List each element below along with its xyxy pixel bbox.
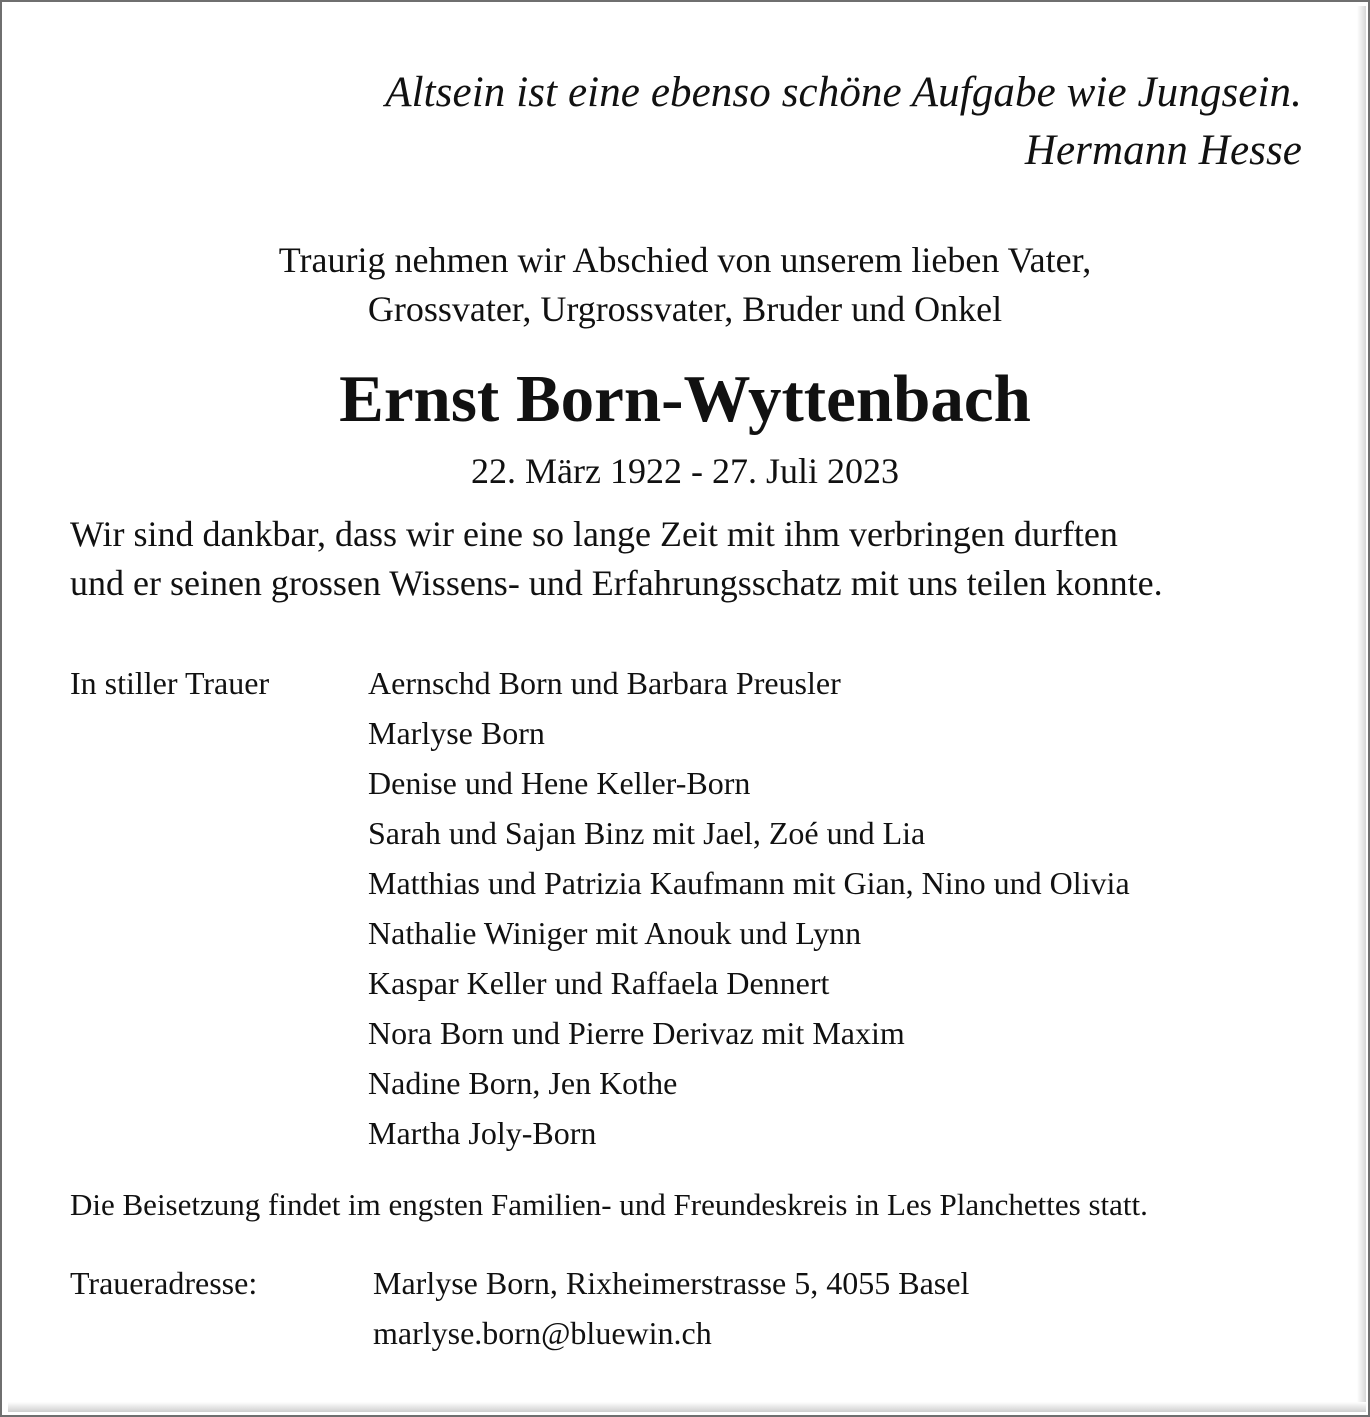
quote-text: Altsein ist eine ebenso schöne Aufgabe wie Jungsein. — [385, 69, 1302, 116]
thanks-line-1: Wir sind dankbar, dass wir eine so lange Zeit mit ihm verbringen durften — [70, 514, 1118, 554]
mourner-item: Aernschd Born und Barbara Preusler — [368, 665, 841, 701]
mourner-item: Sarah und Sajan Binz mit Jael, Zoé und Lia — [368, 815, 926, 851]
page-right-shadow — [1357, 6, 1366, 1410]
thanks-text — [70, 510, 1163, 608]
mourner-item: Denise und Hene Keller-Born — [368, 765, 751, 801]
mourner-item: Matthias und Patrizia Kaufmann mit Gian, Nino und Olivia — [368, 865, 1130, 901]
epigraph-quote — [385, 64, 1302, 180]
mourner-item: Kaspar Keller und Raffaela Dennert — [368, 965, 830, 1001]
intro-line-2: Grossvater, Urgrossvater, Bruder und Onkel — [367, 289, 1003, 329]
mourner-item: Marlyse Born — [368, 715, 545, 751]
address-line: Marlyse Born, Rixheimerstrasse 5, 4055 Basel — [373, 1265, 970, 1301]
address-email: marlyse.born@bluewin.ch — [373, 1315, 712, 1351]
burial-notice: Die Beisetzung findet im engsten Familien- und Freundeskreis in Les Planchettes statt. — [70, 1187, 1148, 1222]
mourner-item: Martha Joly-Born — [368, 1115, 597, 1151]
mourner-item: Nadine Born, Jen Kothe — [368, 1065, 678, 1101]
life-dates: 22. März 1922 - 27. Juli 2023 — [471, 451, 899, 491]
page-bottom-shadow — [8, 1402, 1366, 1412]
address-lines — [373, 1258, 969, 1358]
deceased-name: Ernst Born-Wyttenbach — [339, 362, 1031, 436]
mourners-label: In stiller Trauer — [70, 665, 270, 701]
mourner-item: Nora Born und Pierre Derivaz mit Maxim — [368, 1015, 905, 1051]
mourners-list — [368, 658, 1130, 1158]
address-label: Traueradresse: — [70, 1265, 258, 1301]
intro-line-1: Traurig nehmen wir Abschied von unserem lieben Vater, — [278, 240, 1092, 280]
quote-author: Hermann Hesse — [1024, 127, 1302, 174]
thanks-line-2: und er seinen grossen Wissens- und Erfahrungsschatz mit uns teilen konnte. — [70, 563, 1163, 603]
mourner-item: Nathalie Winiger mit Anouk und Lynn — [368, 915, 862, 951]
intro-text — [0, 236, 1370, 334]
